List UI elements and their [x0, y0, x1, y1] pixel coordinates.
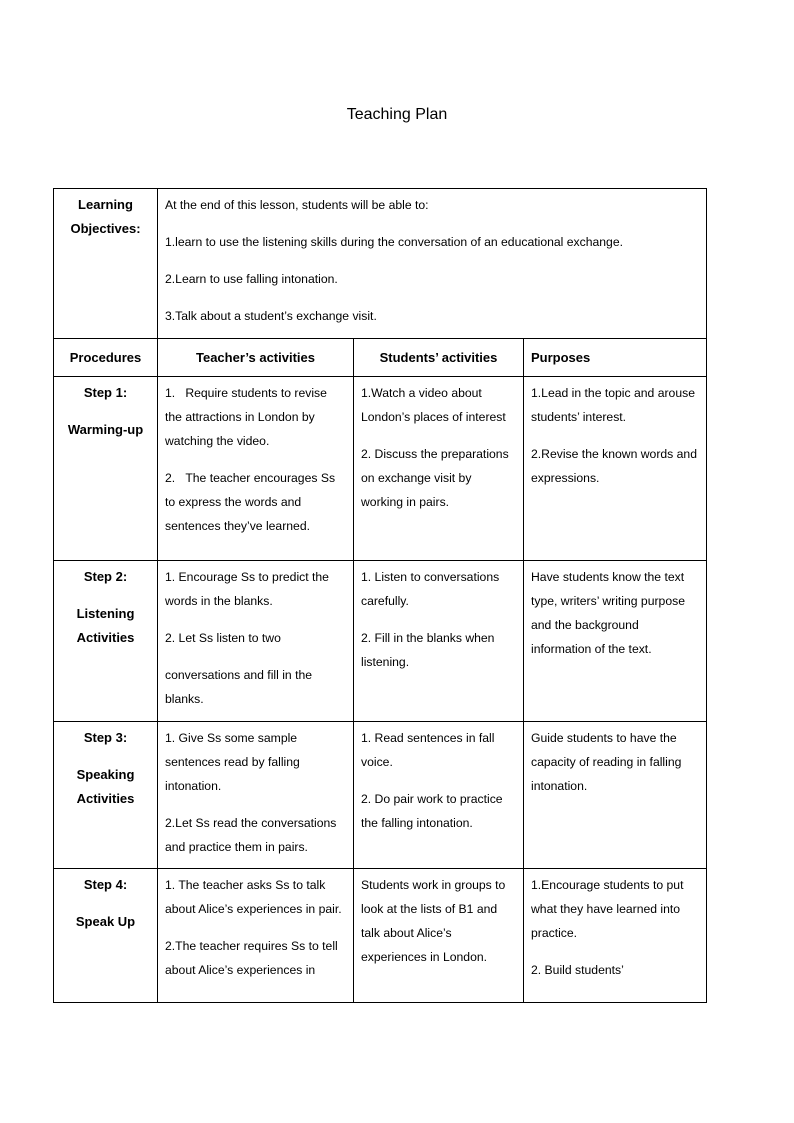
header-teacher-activities: Teacher’s activities [158, 339, 354, 377]
purposes-cell [524, 869, 707, 1003]
objectives-label-cell [54, 189, 158, 339]
step-name: Activities [76, 630, 135, 645]
step-row [54, 377, 707, 561]
teacher-activity: 2.Let Ss read the conversations and practice them in pairs. [165, 816, 337, 854]
teacher-activity: 2. The teacher encourages Ss to express the words and sentences they’ve learned. [165, 471, 336, 533]
header-students-activities: Students’ activities [354, 339, 524, 377]
objective-item: At the end of this lesson, students will be able to: [165, 198, 429, 212]
step-name: Speaking [76, 767, 135, 782]
purpose: 2.Revise the known words and expressions. [531, 447, 697, 485]
teacher-activities-cell [158, 722, 354, 869]
teacher-activity: 1. Require students to revise the attractions in London by watching the video. [165, 386, 327, 448]
objectives-label-line: Learning [78, 197, 133, 212]
step-label-cell [54, 561, 158, 722]
step-name: Activities [76, 791, 135, 806]
teacher-activity: 1. Give Ss some sample sentences read by falling intonation. [165, 731, 300, 793]
student-activity: 2. Do pair work to practice the falling intonation. [361, 792, 503, 830]
students-activities-cell [354, 561, 524, 722]
step-name: Listening [76, 606, 135, 621]
purpose: 1.Encourage students to put what they have learned into practice. [531, 878, 684, 940]
student-activity: 1. Read sentences in fall voice. [361, 731, 495, 769]
objective-item: 2.Learn to use falling intonation. [165, 272, 338, 286]
purpose: Have students know the text type, writers’ writing purpose and the background information of the text. [531, 570, 685, 656]
teacher-activities-cell [158, 561, 354, 722]
header-procedures: Procedures [54, 339, 158, 377]
step-row [54, 561, 707, 722]
purpose: 2. Build students’ [531, 963, 624, 977]
teacher-activities-cell [158, 377, 354, 561]
step-name: Warming-up [67, 422, 144, 437]
student-activity: 1. Listen to conversations carefully. [361, 570, 500, 608]
purpose: Guide students to have the capacity of reading in falling intonation. [531, 731, 682, 793]
step-label-cell [54, 722, 158, 869]
step-name: Speak Up [75, 914, 136, 929]
student-activity: Students work in groups to look at the lists of B1 and talk about Alice’s experiences in London. [361, 878, 506, 964]
teacher-activity: 1. The teacher asks Ss to talk about Alice’s experiences in pair. [165, 878, 342, 916]
teacher-activity: 2. Let Ss listen to two [165, 631, 281, 645]
purposes-cell [524, 722, 707, 869]
teacher-activity: conversations and fill in the blanks. [165, 668, 313, 706]
step-label-cell [54, 377, 158, 561]
objective-item: 1.learn to use the listening skills during the conversation of an educational exchange. [165, 235, 624, 249]
step-number: Step 1: [83, 385, 128, 400]
header-purposes: Purposes [524, 339, 707, 377]
purposes-cell [524, 377, 707, 561]
teacher-activities-cell [158, 869, 354, 1003]
page-title: Teaching Plan [346, 106, 448, 123]
student-activity: 2. Discuss the preparations on exchange visit by working in pairs. [361, 447, 509, 509]
purposes-cell [524, 561, 707, 722]
objectives-label-line: Objectives: [70, 221, 141, 236]
objective-item: 3.Talk about a student’s exchange visit. [165, 309, 377, 323]
step-label-cell [54, 869, 158, 1003]
students-activities-cell [354, 869, 524, 1003]
objectives-content-cell [158, 189, 707, 339]
students-activities-cell [354, 377, 524, 561]
step-number: Step 2: [83, 569, 128, 584]
students-activities-cell [354, 722, 524, 869]
student-activity: 2. Fill in the blanks when listening. [361, 631, 495, 669]
teaching-plan-table [53, 188, 707, 1003]
step-number: Step 3: [83, 730, 128, 745]
step-number: Step 4: [83, 877, 128, 892]
step-row [54, 869, 707, 1003]
teacher-activity: 2.The teacher requires Ss to tell about Alice’s experiences in [165, 939, 338, 977]
header-row [54, 339, 707, 377]
purpose: 1.Lead in the topic and arouse students’ interest. [531, 386, 695, 424]
teacher-activity: 1. Encourage Ss to predict the words in the blanks. [165, 570, 329, 608]
step-row [54, 722, 707, 869]
objectives-row [54, 189, 707, 339]
student-activity: 1.Watch a video about London’s places of interest [361, 386, 506, 424]
